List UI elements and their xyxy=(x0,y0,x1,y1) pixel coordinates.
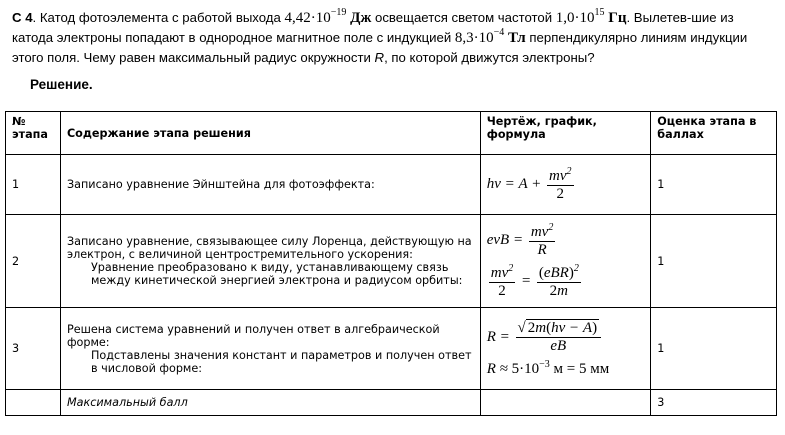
work-function-mantissa: 4,42·10 xyxy=(284,10,331,26)
problem-statement xyxy=(12,8,777,68)
row3-content xyxy=(60,308,480,390)
row3-formula xyxy=(480,308,651,390)
row3-score: 1 xyxy=(651,308,777,390)
energy-radius-equation: $\frac{mv^2}{2}$ = $\frac{(eBR)^2}{2m}$ xyxy=(490,263,579,299)
row1-number: 1 xyxy=(6,155,61,215)
induction-value xyxy=(454,27,526,46)
table-footer-row xyxy=(6,390,777,416)
header-step-number: № этапа xyxy=(6,112,61,155)
work-function-unit: Дж xyxy=(346,10,372,26)
work-function-exponent: −19 xyxy=(330,7,347,18)
solution-heading-text: Решение xyxy=(30,77,89,92)
frequency-exponent: 15 xyxy=(594,7,605,18)
row3-content-line1: Решена система уравнений и получен ответ в алгебраической форме: xyxy=(66,322,440,349)
row2-content-line1: Записано уравнение, связывающее силу Лоренца, действующую на электрон, с величиной центростремительного ускорения: xyxy=(66,235,472,261)
solution-heading: Решение. xyxy=(30,77,93,92)
header-score: Оценка этапа в баллах xyxy=(651,112,777,155)
work-function-value xyxy=(284,7,372,26)
induction-exponent: −4 xyxy=(493,27,505,38)
problem-text-5: , по которой движутся электроны? xyxy=(384,50,595,65)
problem-text-2: освещается светом частотой xyxy=(371,10,556,25)
row1-score: 1 xyxy=(651,155,777,215)
footer-formula-cell xyxy=(480,390,651,416)
header-formula: Чертёж, график, формула xyxy=(480,112,651,155)
problem-text-3: . Вылетев-шие из катода электроны попадают в однородное магнитное поле с индукцией xyxy=(12,10,734,45)
frequency-value xyxy=(555,7,627,26)
max-score-value: 3 xyxy=(651,390,777,416)
problem-text-1: . Катод фотоэлемента с работой выхода xyxy=(32,10,285,25)
frequency-mantissa: 1,0·10 xyxy=(555,10,595,26)
frequency-unit: Гц xyxy=(604,10,627,26)
radius-numeric-answer: $R \approx 5\cdot 10^{-3}$ м = 5 мм xyxy=(486,358,610,377)
row2-number: 2 xyxy=(6,215,61,308)
row2-content-line2: Уравнение преобразовано к виду, устанавливающему связь между кинетической энергией электрона и радиусом орбиты: xyxy=(90,261,463,287)
grading-table xyxy=(5,111,777,416)
max-score-label: Максимальный балл xyxy=(60,390,480,416)
row3-content-line2: Подставлены значения констант и параметров и получен ответ в числовой форме: xyxy=(90,348,472,375)
induction-unit: Тл xyxy=(504,30,526,46)
radius-algebraic-formula: R = $\frac{√ 2m(h\nu - A)}{eB}$ xyxy=(487,320,645,355)
row1-content: Записано уравнение Эйнштейна для фотоэффекта: xyxy=(60,155,480,215)
row1-formula xyxy=(480,155,651,215)
table-row xyxy=(6,308,777,390)
table-header-row xyxy=(6,112,777,155)
problem-text-4: перпендикулярно линиям индукции этого поля. Чему равен максимальный радиус окружности xyxy=(12,30,748,65)
radius-symbol: R xyxy=(374,50,385,65)
header-step-content: Содержание этапа решения xyxy=(60,112,480,155)
table-row xyxy=(6,155,777,215)
lorentz-equation: evB = $\frac{mv^2}{R}$ xyxy=(486,222,554,258)
table-row xyxy=(6,215,777,308)
row2-content xyxy=(60,215,480,308)
einstein-equation: hν = A + $\frac{mv^2}{2}$ xyxy=(486,166,572,202)
row3-number: 3 xyxy=(6,308,61,390)
row2-score: 1 xyxy=(651,215,777,308)
problem-number: С 4 xyxy=(12,10,33,25)
footer-empty-cell xyxy=(6,390,61,416)
induction-mantissa: 8,3·10 xyxy=(454,30,494,46)
row2-formula xyxy=(480,215,651,308)
